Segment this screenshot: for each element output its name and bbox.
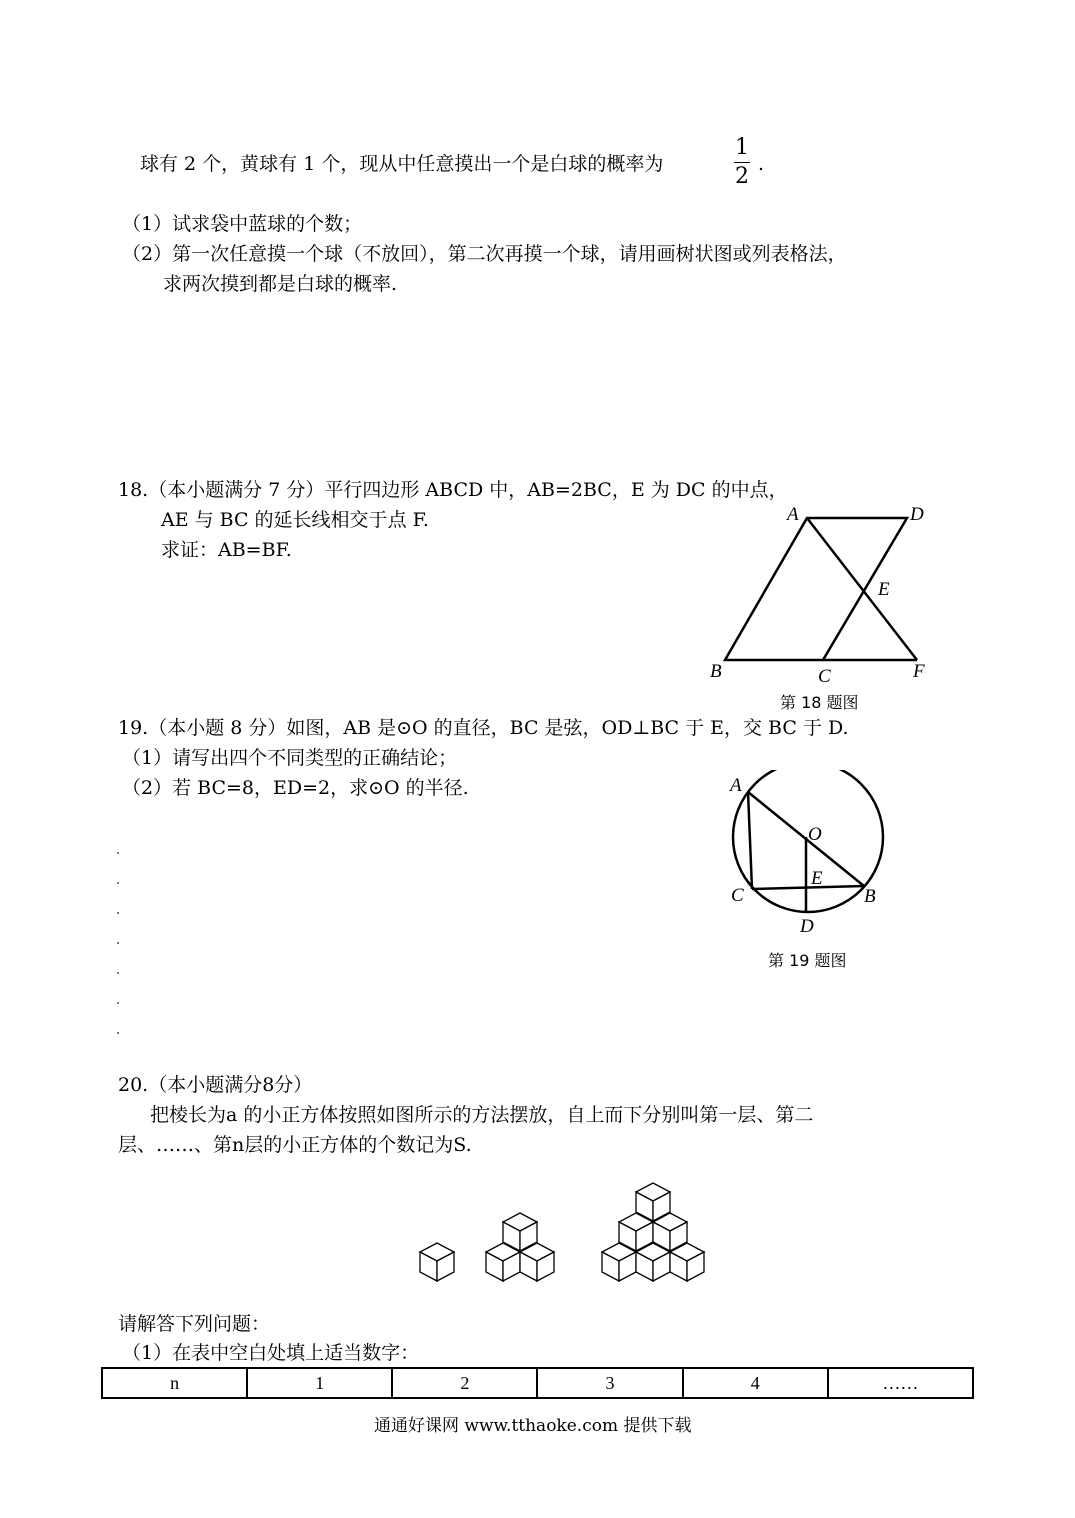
prob18-line-3: 求证：AB=BF. <box>161 539 292 561</box>
prob20-line-4: 请解答下列问题： <box>118 1313 271 1335</box>
fraction-numerator: 1 <box>735 135 749 160</box>
margin-dot <box>117 882 119 884</box>
chord-ac <box>748 792 752 889</box>
figure-19-circle <box>720 770 900 940</box>
probability-fraction <box>732 136 752 189</box>
cube-stack-1 <box>420 1243 454 1281</box>
label-b: B <box>710 661 722 682</box>
label-d: D <box>800 916 814 937</box>
cube-stack-3 <box>602 1183 704 1281</box>
margin-dot <box>117 972 119 974</box>
table-cell-2: 2 <box>392 1368 537 1398</box>
prob17-question-2-line-1: （2）第一次任意摸一个球（不放回），第二次再摸一个球，请用画树状图或列表格法， <box>122 243 847 265</box>
label-a: A <box>730 775 742 796</box>
figure-18-parallelogram <box>700 495 950 715</box>
prob20-line-1: 20.（本小题满分8分） <box>118 1074 313 1096</box>
margin-dot <box>117 912 119 914</box>
label-e: E <box>811 868 823 889</box>
prob20-line-3: 层、……、第n层的小正方体的个数记为S. <box>118 1134 472 1156</box>
table-cell-n: n <box>102 1368 247 1398</box>
prob20-line-2: 把棱长为a 的小正方体按照如图所示的方法摆放，自上而下分别叫第一层、第二 <box>150 1104 814 1126</box>
margin-dot <box>117 852 119 854</box>
label-a: A <box>787 504 799 525</box>
table-cell-1: 1 <box>247 1368 392 1398</box>
prob17-question-2-line-2: 求两次摸到都是白球的概率. <box>163 273 398 295</box>
prob19-question-2: （2）若 BC=8，ED=2，求⊙O 的半径. <box>122 777 469 799</box>
cube-stack-2 <box>486 1213 554 1281</box>
figure-19-caption: 第 19 题图 <box>768 951 847 970</box>
table-cell-ellipsis: …… <box>828 1368 973 1398</box>
prob18-line-1: 18.（本小题满分 7 分）平行四边形 ABCD 中，AB=2BC，E 为 DC 的中点， <box>118 479 788 501</box>
table-row <box>102 1368 973 1398</box>
label-c: C <box>818 666 831 687</box>
label-f: F <box>913 661 925 682</box>
label-e: E <box>878 579 890 600</box>
figure-18-caption: 第 18 题图 <box>780 693 859 712</box>
answer-table <box>101 1367 974 1399</box>
label-b: B <box>864 886 876 907</box>
prob17-period: . <box>758 153 765 175</box>
label-o: O <box>808 824 822 845</box>
page-footer: 通通好课网 www.tthaoke.com 提供下载 <box>374 1416 692 1436</box>
label-c: C <box>731 885 744 906</box>
figure-20-cube-stacks <box>400 1165 720 1295</box>
margin-dot <box>117 942 119 944</box>
prob17-continuation: 球有 2 个，黄球有 1 个，现从中任意摸出一个是白球的概率为 <box>140 153 664 175</box>
segment-af <box>807 518 917 660</box>
table-cell-3: 3 <box>537 1368 682 1398</box>
chord-bc <box>752 886 864 889</box>
table-cell-4: 4 <box>683 1368 828 1398</box>
fraction-denominator: 2 <box>735 164 749 189</box>
prob20-question-1: （1）在表中空白处填上适当数字： <box>122 1342 420 1364</box>
margin-dot <box>117 1002 119 1004</box>
prob19-line-1: 19.（本小题 8 分）如图，AB 是⊙O 的直径，BC 是弦，OD⊥BC 于 E，交 BC 于 D. <box>118 717 849 739</box>
label-d: D <box>910 504 924 525</box>
prob19-question-1: （1）请写出四个不同类型的正确结论； <box>122 747 458 769</box>
margin-dot <box>117 1032 119 1034</box>
prob17-question-1: （1）试求袋中蓝球的个数； <box>122 213 363 235</box>
prob18-line-2: AE 与 BC 的延长线相交于点 F. <box>161 509 429 531</box>
fraction-bar <box>734 162 750 163</box>
